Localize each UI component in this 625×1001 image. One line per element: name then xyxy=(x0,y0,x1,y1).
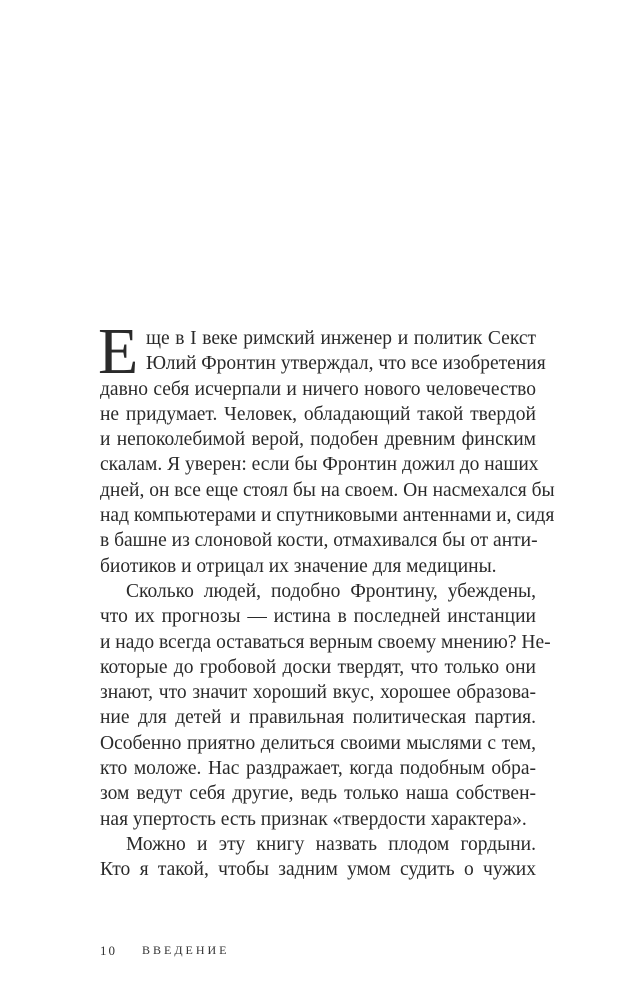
text-line: и надо всегда оставаться верным своему мнению? Не- xyxy=(100,631,551,653)
text-line: Можно и эту книгу назвать плодом гордыни. xyxy=(126,833,536,855)
text-line: зом ведут себя другие, ведь только наша собствен- xyxy=(100,783,536,805)
text-line: Кто я такой, чтобы задним умом судить о чужих xyxy=(100,859,536,881)
text-line: и непоколебимой верой, подобен древним финским xyxy=(100,429,536,451)
text-line: что их прогнозы — истина в последней инстанции xyxy=(100,606,536,628)
text-line: которые до гробовой доски твердят, что только они xyxy=(100,656,536,678)
text-line: ная упертость есть признак «твердости характера». xyxy=(100,808,527,830)
text-line: не придумает. Человек, обладающий такой твердой xyxy=(100,403,536,425)
text-line: над компьютерами и спутниковыми антеннами и, сидя xyxy=(100,505,555,527)
text-line: кто моложе. Нас раздражает, когда подобным обра- xyxy=(100,758,536,780)
text-line: в башне из слоновой кости, отмахивался бы от анти- xyxy=(100,530,538,552)
text-line: Особенно приятно делиться своими мыслями с тем, xyxy=(100,732,536,754)
page-number: 10 xyxy=(100,943,117,958)
text-line: Сколько людей, подобно Фронтину, убеждены, xyxy=(126,580,536,602)
page-footer xyxy=(100,943,230,959)
text-line: дней, он все еще стоял бы на своем. Он насмехался бы xyxy=(100,479,555,501)
text-line: давно себя исчерпали и ничего нового человечество xyxy=(100,378,536,400)
text-line: биотиков и отрицал их значение для медицины. xyxy=(100,555,497,577)
section-title: ВВЕДЕНИЕ xyxy=(142,943,230,957)
text-line: скалам. Я уверен: если бы Фронтин дожил до наших xyxy=(100,454,539,476)
drop-cap: Е xyxy=(98,315,139,388)
text-line: ще в I веке римский инженер и политик Секст xyxy=(146,328,536,349)
body-text xyxy=(98,315,555,883)
text-line: Юлий Фронтин утверждал, что все изобретения xyxy=(146,353,546,375)
text-line: ние для детей и правильная политическая партия. xyxy=(100,707,536,729)
text-line: знают, что значит хороший вкус, хорошее образова- xyxy=(100,682,536,704)
